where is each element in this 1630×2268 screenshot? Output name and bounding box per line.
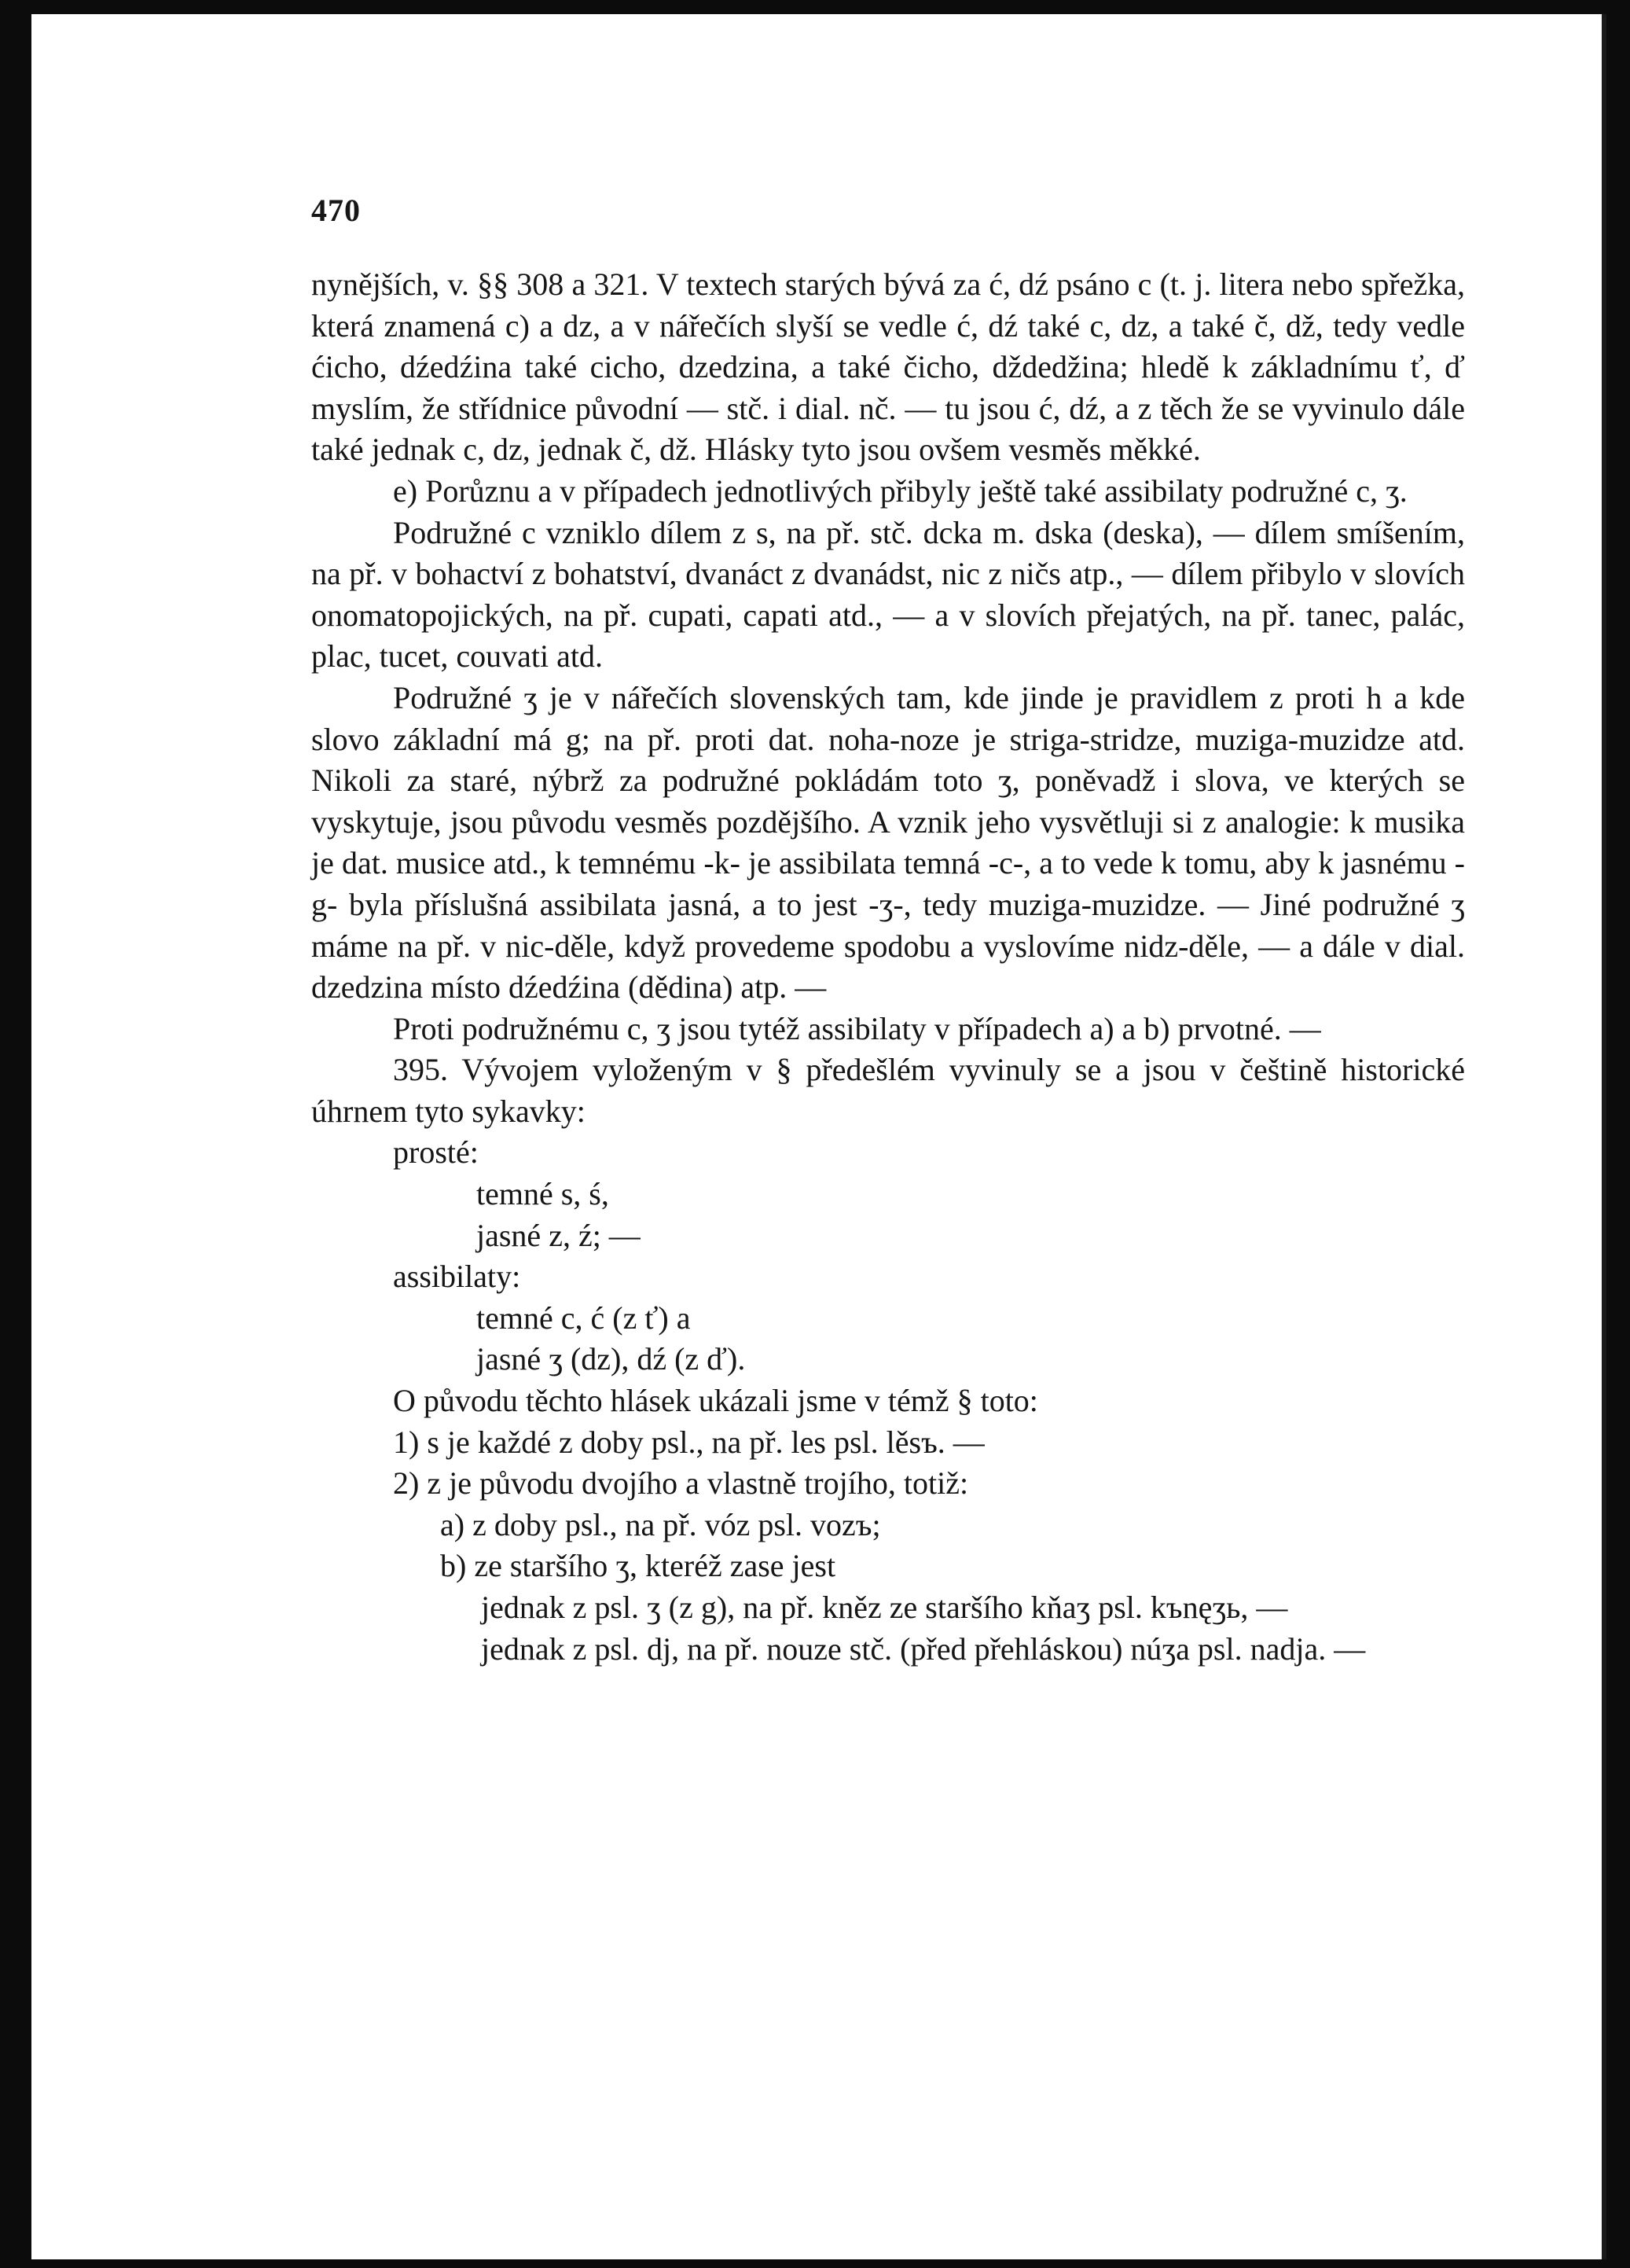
paragraph-6-section-395: 395. Vývojem vyloženým v § předešlém vyvinuly se a jsou v češtině historické úhrnem tyto sykavky:: [311, 1052, 1465, 1129]
page-body: [311, 264, 1465, 1670]
paragraph-3: Podružné c vzniklo dílem z s, na př. stč. dcka m. dska (deska), — dílem smíšením, na př. v bohactví z bohatství, dvanáct z dvanádst, nic z ničs atp., — dílem přibylo v slovích onomatopojických, na př. cupati, capati atd., — a v slovích přejatých, na př. tanec, palác, plac, tucet, couvati atd.: [311, 514, 1465, 675]
origin-item-2b-2: jednak z psl. dj, na př. nouze stč. (před přehláskou) núʒa psl. nadja. —: [481, 1630, 1366, 1667]
list-assibilates-heading: assibilaty:: [393, 1259, 521, 1295]
origin-item-2b-1: jednak z psl. ʒ (z g), na př. kněz ze staršího kňaʒ psl. kъnęʒь, —: [481, 1590, 1288, 1625]
origin-item-2a: a) z doby psl., na př. vóz psl. vozъ;: [440, 1506, 881, 1542]
paragraph-1: nynějších, v. §§ 308 a 321. V textech starých bývá za ć, dź psáno c (t. j. litera nebo spřežka, která znamená c) a dz, a v nářečích slyší se vedle ć, dź také c, dz, a také č, dž, tedy vedle ćicho, dźedźina také cicho, dzedzina, a také čicho, dždedžina; hledě k základnímu ť, ď myslím, že střídnice původní — stč. i dial. nč. — tu jsou ć, dź, a z těch že se vyvinulo dále také jednak c, dz, jednak č, dž. Hlásky tyto jsou ovšem vesměs měkké.: [311, 266, 1465, 468]
paragraph-4: Podružné ʒ je v nářečích slovenských tam, kde jinde je pravidlem z proti h a kde slovo základní má g; na př. proti dat. noha-noze je striga-stridze, muziga-muzidze atd. Nikoli za staré, nýbrž za podružné pokládám toto ʒ, poněvadž i slova, ve kterých se vyskytuje, jsou původu vesměs pozdějšího. A vznik jeho vysvětluji si z analogie: k musika je dat. musice atd., k temnému -k- je assibilata temná -c-, a to vede k tomu, aby k jasnému -g- byla příslušná assibilata jasná, a to jest -ʒ-, tedy muziga-muzidze. — Jiné podružné ʒ máme na př. v nic-děle, když provedeme spodobu a vyslovíme nidz-děle, — a dále v dial. dzedzina místo dźedźina (dědina) atp. —: [311, 679, 1465, 1005]
paragraph-2: e) Porůznu a v případech jednotlivých přibyly ještě také assibilaty podružné c, ʒ.: [393, 472, 1408, 509]
paragraph-5: Proti podružnému c, ʒ jsou tytéž assibilaty v případech a) a b) prvotné. —: [393, 1010, 1321, 1046]
document-page: [31, 14, 1606, 2259]
origin-item-2b: b) ze staršího ʒ, kteréž zase jest: [440, 1548, 836, 1584]
list-assibilates-dark: temné c, ć (z ť) a: [476, 1299, 691, 1336]
origin-intro: O původu těchto hlásek ukázali jsme v témž § toto:: [393, 1383, 1038, 1419]
list-simple-dark: temné s, ś,: [476, 1176, 609, 1212]
origin-item-2: 2) z je původu dvojího a vlastně trojího, totiž:: [393, 1465, 969, 1502]
list-assibilates-clear: jasné ʒ (dz), dź (z ď).: [476, 1341, 746, 1377]
page-number: 470: [311, 193, 361, 228]
list-simple-clear: jasné z, ź; —: [476, 1217, 641, 1253]
list-simple-heading: prosté:: [393, 1134, 479, 1171]
origin-item-1: 1) s je každé z doby psl., na př. les psl. lěsъ. —: [393, 1424, 985, 1460]
